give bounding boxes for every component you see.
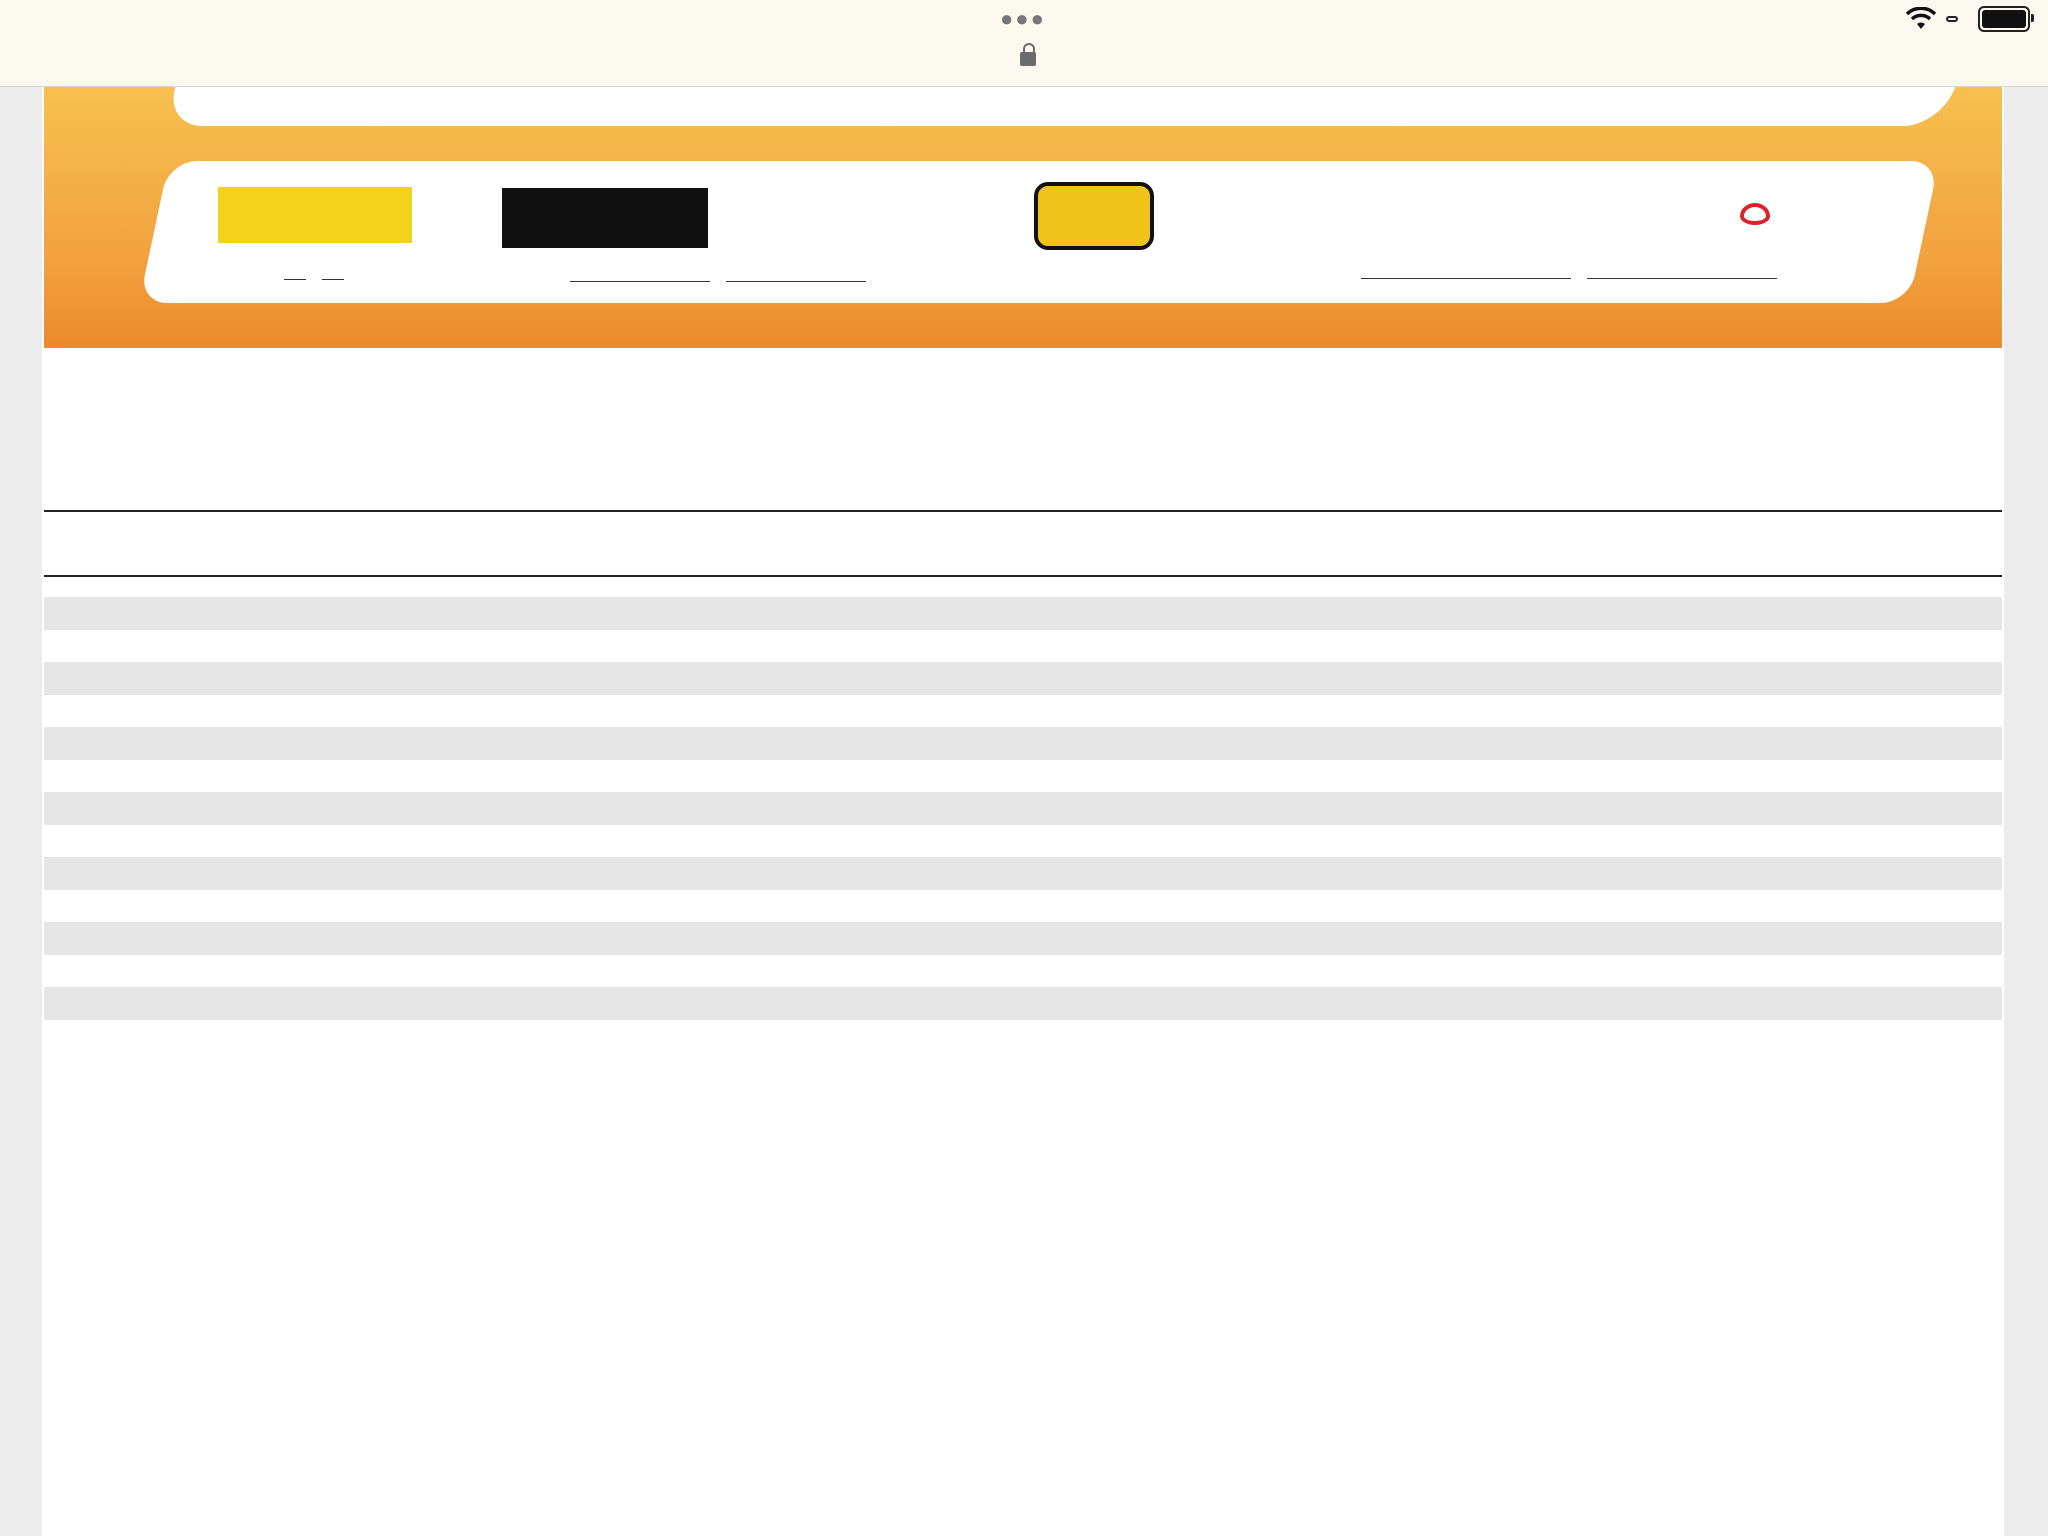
riding-sensation-logo bbox=[1251, 190, 1373, 248]
cell-number bbox=[109, 955, 174, 988]
cell-cat bbox=[1030, 825, 1148, 858]
cell-number bbox=[109, 825, 174, 858]
cell-best-lap-number bbox=[1882, 630, 2002, 663]
cell-total-time bbox=[1228, 955, 1438, 988]
cell-number bbox=[109, 890, 174, 923]
cell-gap-first bbox=[1438, 662, 1584, 695]
cell-number bbox=[109, 760, 174, 793]
cell-name bbox=[174, 630, 520, 663]
col-name bbox=[174, 541, 520, 575]
cell-gap-first bbox=[1438, 792, 1584, 825]
wifi-icon bbox=[1906, 7, 1936, 31]
table-row[interactable] bbox=[44, 662, 2002, 695]
cell-pos bbox=[44, 825, 109, 858]
cell-gap-prev bbox=[1584, 760, 1720, 793]
col-number bbox=[109, 541, 174, 575]
ixon-logo bbox=[1670, 194, 1846, 234]
cell-number bbox=[109, 597, 174, 630]
sponsor-banner bbox=[44, 86, 2002, 348]
cell-club bbox=[520, 760, 820, 793]
table-row[interactable] bbox=[44, 922, 2002, 955]
pirelli-logo bbox=[218, 187, 412, 243]
battery-icon bbox=[1978, 6, 2030, 32]
cell-gap-first bbox=[1438, 825, 1584, 858]
cell-best-lap-number bbox=[1882, 727, 2002, 760]
cell-number bbox=[109, 857, 174, 890]
cell-name bbox=[174, 597, 520, 630]
cell-best-lap-number bbox=[1882, 597, 2002, 630]
cell-best-lap-number bbox=[1882, 792, 2002, 825]
col-gap-prev bbox=[1584, 541, 1720, 575]
cell-best-lap-number bbox=[1882, 825, 2002, 858]
cell-pos bbox=[44, 987, 109, 1020]
cell-cat bbox=[1030, 987, 1148, 1020]
cell-pos bbox=[44, 760, 109, 793]
cell-number bbox=[109, 630, 174, 663]
header-divider bbox=[44, 510, 2002, 512]
cell-gap-prev bbox=[1584, 727, 1720, 760]
table-row[interactable] bbox=[44, 987, 2002, 1020]
cell-gap-first bbox=[1438, 597, 1584, 630]
cell-gap-first bbox=[1438, 987, 1584, 1020]
cell-total-time bbox=[1228, 597, 1438, 630]
cell-pos bbox=[44, 727, 109, 760]
cell-best-lap-number bbox=[1882, 987, 2002, 1020]
cell-gap-prev bbox=[1584, 922, 1720, 955]
cell-best-lap-number bbox=[1882, 662, 2002, 695]
cell-cat bbox=[1030, 792, 1148, 825]
table-row[interactable] bbox=[44, 695, 2002, 728]
col-gap-first bbox=[1438, 541, 1584, 575]
cell-best-lap bbox=[1720, 630, 1882, 663]
cell-best-lap-number bbox=[1882, 760, 2002, 793]
cell-cat bbox=[1030, 662, 1148, 695]
col-total-time bbox=[1228, 541, 1438, 575]
cell-total-time bbox=[1228, 825, 1438, 858]
cell-cat bbox=[1030, 630, 1148, 663]
cell-name bbox=[174, 695, 520, 728]
cell-moto bbox=[820, 695, 1030, 728]
cell-total-time bbox=[1228, 857, 1438, 890]
cell-number bbox=[109, 662, 174, 695]
results-body bbox=[44, 577, 2002, 1060]
cell-laps bbox=[1148, 695, 1228, 728]
cell-name bbox=[174, 890, 520, 923]
cell-best-lap-number bbox=[1882, 857, 2002, 890]
cell-cat bbox=[1030, 695, 1148, 728]
cell-total-time bbox=[1228, 727, 1438, 760]
cell-number bbox=[109, 727, 174, 760]
moto-revue-logo bbox=[1034, 182, 1154, 250]
cell-gap-prev bbox=[1584, 987, 1720, 1020]
cell-moto bbox=[820, 630, 1030, 663]
cell-pos bbox=[44, 792, 109, 825]
lock-icon bbox=[1020, 52, 1036, 66]
cell-name bbox=[174, 987, 520, 1020]
cell-moto bbox=[820, 955, 1030, 988]
results-document bbox=[42, 86, 2004, 1536]
table-row[interactable] bbox=[44, 597, 2002, 630]
tournay-dynojet-logo bbox=[1439, 178, 1599, 252]
cell-club bbox=[520, 987, 820, 1020]
table-row[interactable] bbox=[44, 727, 2002, 760]
cell-pos bbox=[44, 890, 109, 923]
cell-pos bbox=[44, 597, 109, 630]
cell-gap-prev bbox=[1584, 792, 1720, 825]
cell-total-time bbox=[1228, 922, 1438, 955]
cell-best-lap bbox=[1720, 890, 1882, 923]
table-row[interactable] bbox=[44, 760, 2002, 793]
cell-pos bbox=[44, 955, 109, 988]
cell-number bbox=[109, 695, 174, 728]
cell-laps bbox=[1148, 727, 1228, 760]
cell-gap-prev bbox=[1584, 825, 1720, 858]
cell-cat bbox=[1030, 922, 1148, 955]
cell-gap-first bbox=[1438, 955, 1584, 988]
cell-total-time bbox=[1228, 760, 1438, 793]
address-bar[interactable] bbox=[0, 40, 2048, 72]
cell-name bbox=[174, 662, 520, 695]
cell-moto bbox=[820, 792, 1030, 825]
col-cat bbox=[1030, 541, 1148, 575]
cell-best-lap bbox=[1720, 987, 1882, 1020]
cell-gap-first bbox=[1438, 630, 1584, 663]
cell-club bbox=[520, 857, 820, 890]
cell-laps bbox=[1148, 597, 1228, 630]
cell-club bbox=[520, 630, 820, 663]
event-title-strip bbox=[163, 86, 1966, 126]
cell-moto bbox=[820, 857, 1030, 890]
table-row[interactable] bbox=[44, 792, 2002, 825]
cell-moto bbox=[820, 922, 1030, 955]
cell-gap-prev bbox=[1584, 695, 1720, 728]
cell-best-lap bbox=[1720, 792, 1882, 825]
cell-name bbox=[174, 825, 520, 858]
cell-laps bbox=[1148, 630, 1228, 663]
cell-total-time bbox=[1228, 792, 1438, 825]
cell-total-time bbox=[1228, 630, 1438, 663]
cell-total-time bbox=[1228, 662, 1438, 695]
table-row[interactable] bbox=[44, 630, 2002, 663]
spacer-row bbox=[44, 1020, 2002, 1040]
cell-name bbox=[174, 792, 520, 825]
cell-gap-first bbox=[1438, 760, 1584, 793]
cell-total-time bbox=[1228, 890, 1438, 923]
caption-principal bbox=[214, 272, 414, 286]
cell-gap-prev bbox=[1584, 662, 1720, 695]
dafy-logo bbox=[784, 176, 934, 256]
cell-gap-prev bbox=[1584, 857, 1720, 890]
cell-club bbox=[520, 597, 820, 630]
cell-name bbox=[174, 922, 520, 955]
table-row[interactable] bbox=[44, 890, 2002, 923]
cell-best-lap bbox=[1720, 695, 1882, 728]
cell-moto bbox=[820, 727, 1030, 760]
cell-best-lap bbox=[1720, 597, 1882, 630]
cell-cat bbox=[1030, 727, 1148, 760]
table-header bbox=[44, 541, 2002, 577]
cell-pos bbox=[44, 662, 109, 695]
table-row[interactable] bbox=[44, 955, 2002, 988]
cell-moto bbox=[820, 662, 1030, 695]
cell-club bbox=[520, 825, 820, 858]
cell-moto bbox=[820, 987, 1030, 1020]
cell-best-lap-number bbox=[1882, 922, 2002, 955]
cell-pos bbox=[44, 695, 109, 728]
cell-pos bbox=[44, 922, 109, 955]
cell-name bbox=[174, 727, 520, 760]
cell-laps bbox=[1148, 987, 1228, 1020]
table-row[interactable] bbox=[44, 857, 2002, 890]
cell-cat bbox=[1030, 597, 1148, 630]
cell-gap-prev bbox=[1584, 597, 1720, 630]
caption-officiels bbox=[498, 274, 938, 288]
vpn-badge bbox=[1946, 16, 1958, 22]
cell-cat bbox=[1030, 760, 1148, 793]
cell-best-lap bbox=[1720, 955, 1882, 988]
cell-moto bbox=[820, 825, 1030, 858]
cell-cat bbox=[1030, 857, 1148, 890]
status-icons bbox=[1906, 6, 2030, 32]
cell-club bbox=[520, 662, 820, 695]
results-table bbox=[44, 541, 2002, 1060]
cell-moto bbox=[820, 890, 1030, 923]
cell-moto bbox=[820, 760, 1030, 793]
cell-club bbox=[520, 922, 820, 955]
cell-best-lap bbox=[1720, 760, 1882, 793]
cell-cat bbox=[1030, 890, 1148, 923]
cell-gap-prev bbox=[1584, 955, 1720, 988]
cell-club bbox=[520, 695, 820, 728]
cell-club bbox=[520, 727, 820, 760]
cell-pos bbox=[44, 857, 109, 890]
col-pos bbox=[44, 541, 109, 575]
cell-laps bbox=[1148, 922, 1228, 955]
cell-total-time bbox=[1228, 987, 1438, 1020]
cell-gap-first bbox=[1438, 695, 1584, 728]
cell-best-lap-number bbox=[1882, 890, 2002, 923]
cell-name bbox=[174, 955, 520, 988]
cell-name bbox=[174, 857, 520, 890]
cell-number bbox=[109, 987, 174, 1020]
cell-gap-first bbox=[1438, 890, 1584, 923]
cell-best-lap bbox=[1720, 922, 1882, 955]
cell-gap-first bbox=[1438, 727, 1584, 760]
cell-number bbox=[109, 922, 174, 955]
cell-gap-prev bbox=[1584, 630, 1720, 663]
cell-best-lap bbox=[1720, 662, 1882, 695]
cell-club bbox=[520, 890, 820, 923]
cell-gap-first bbox=[1438, 857, 1584, 890]
col-best-lap-number bbox=[1882, 541, 2002, 575]
cell-club bbox=[520, 955, 820, 988]
cell-best-lap bbox=[1720, 727, 1882, 760]
col-laps bbox=[1148, 541, 1228, 575]
cell-laps bbox=[1148, 792, 1228, 825]
table-row[interactable] bbox=[44, 825, 2002, 858]
cell-laps bbox=[1148, 662, 1228, 695]
cell-laps bbox=[1148, 890, 1228, 923]
col-moto bbox=[820, 541, 1030, 575]
cell-best-lap-number bbox=[1882, 695, 2002, 728]
cell-laps bbox=[1148, 760, 1228, 793]
cell-best-lap bbox=[1720, 857, 1882, 890]
cell-gap-first bbox=[1438, 922, 1584, 955]
cell-best-lap bbox=[1720, 825, 1882, 858]
spacer-row bbox=[44, 577, 2002, 597]
cell-moto bbox=[820, 597, 1030, 630]
cell-gap-prev bbox=[1584, 890, 1720, 923]
spacer-row bbox=[44, 1040, 2002, 1060]
cell-laps bbox=[1148, 955, 1228, 988]
france-equipement-logo bbox=[502, 188, 708, 248]
cell-pos bbox=[44, 630, 109, 663]
col-club bbox=[520, 541, 820, 575]
cell-name bbox=[174, 760, 520, 793]
status-bar bbox=[0, 0, 2048, 87]
tab-handle-icon[interactable]: ●●● bbox=[1000, 6, 1046, 31]
col-best-lap bbox=[1720, 541, 1882, 575]
cell-number bbox=[109, 792, 174, 825]
cell-laps bbox=[1148, 825, 1228, 858]
cell-total-time bbox=[1228, 695, 1438, 728]
cell-cat bbox=[1030, 955, 1148, 988]
caption-fournisseurs bbox=[1249, 271, 1889, 285]
cell-best-lap-number bbox=[1882, 955, 2002, 988]
cell-club bbox=[520, 792, 820, 825]
cell-laps bbox=[1148, 857, 1228, 890]
